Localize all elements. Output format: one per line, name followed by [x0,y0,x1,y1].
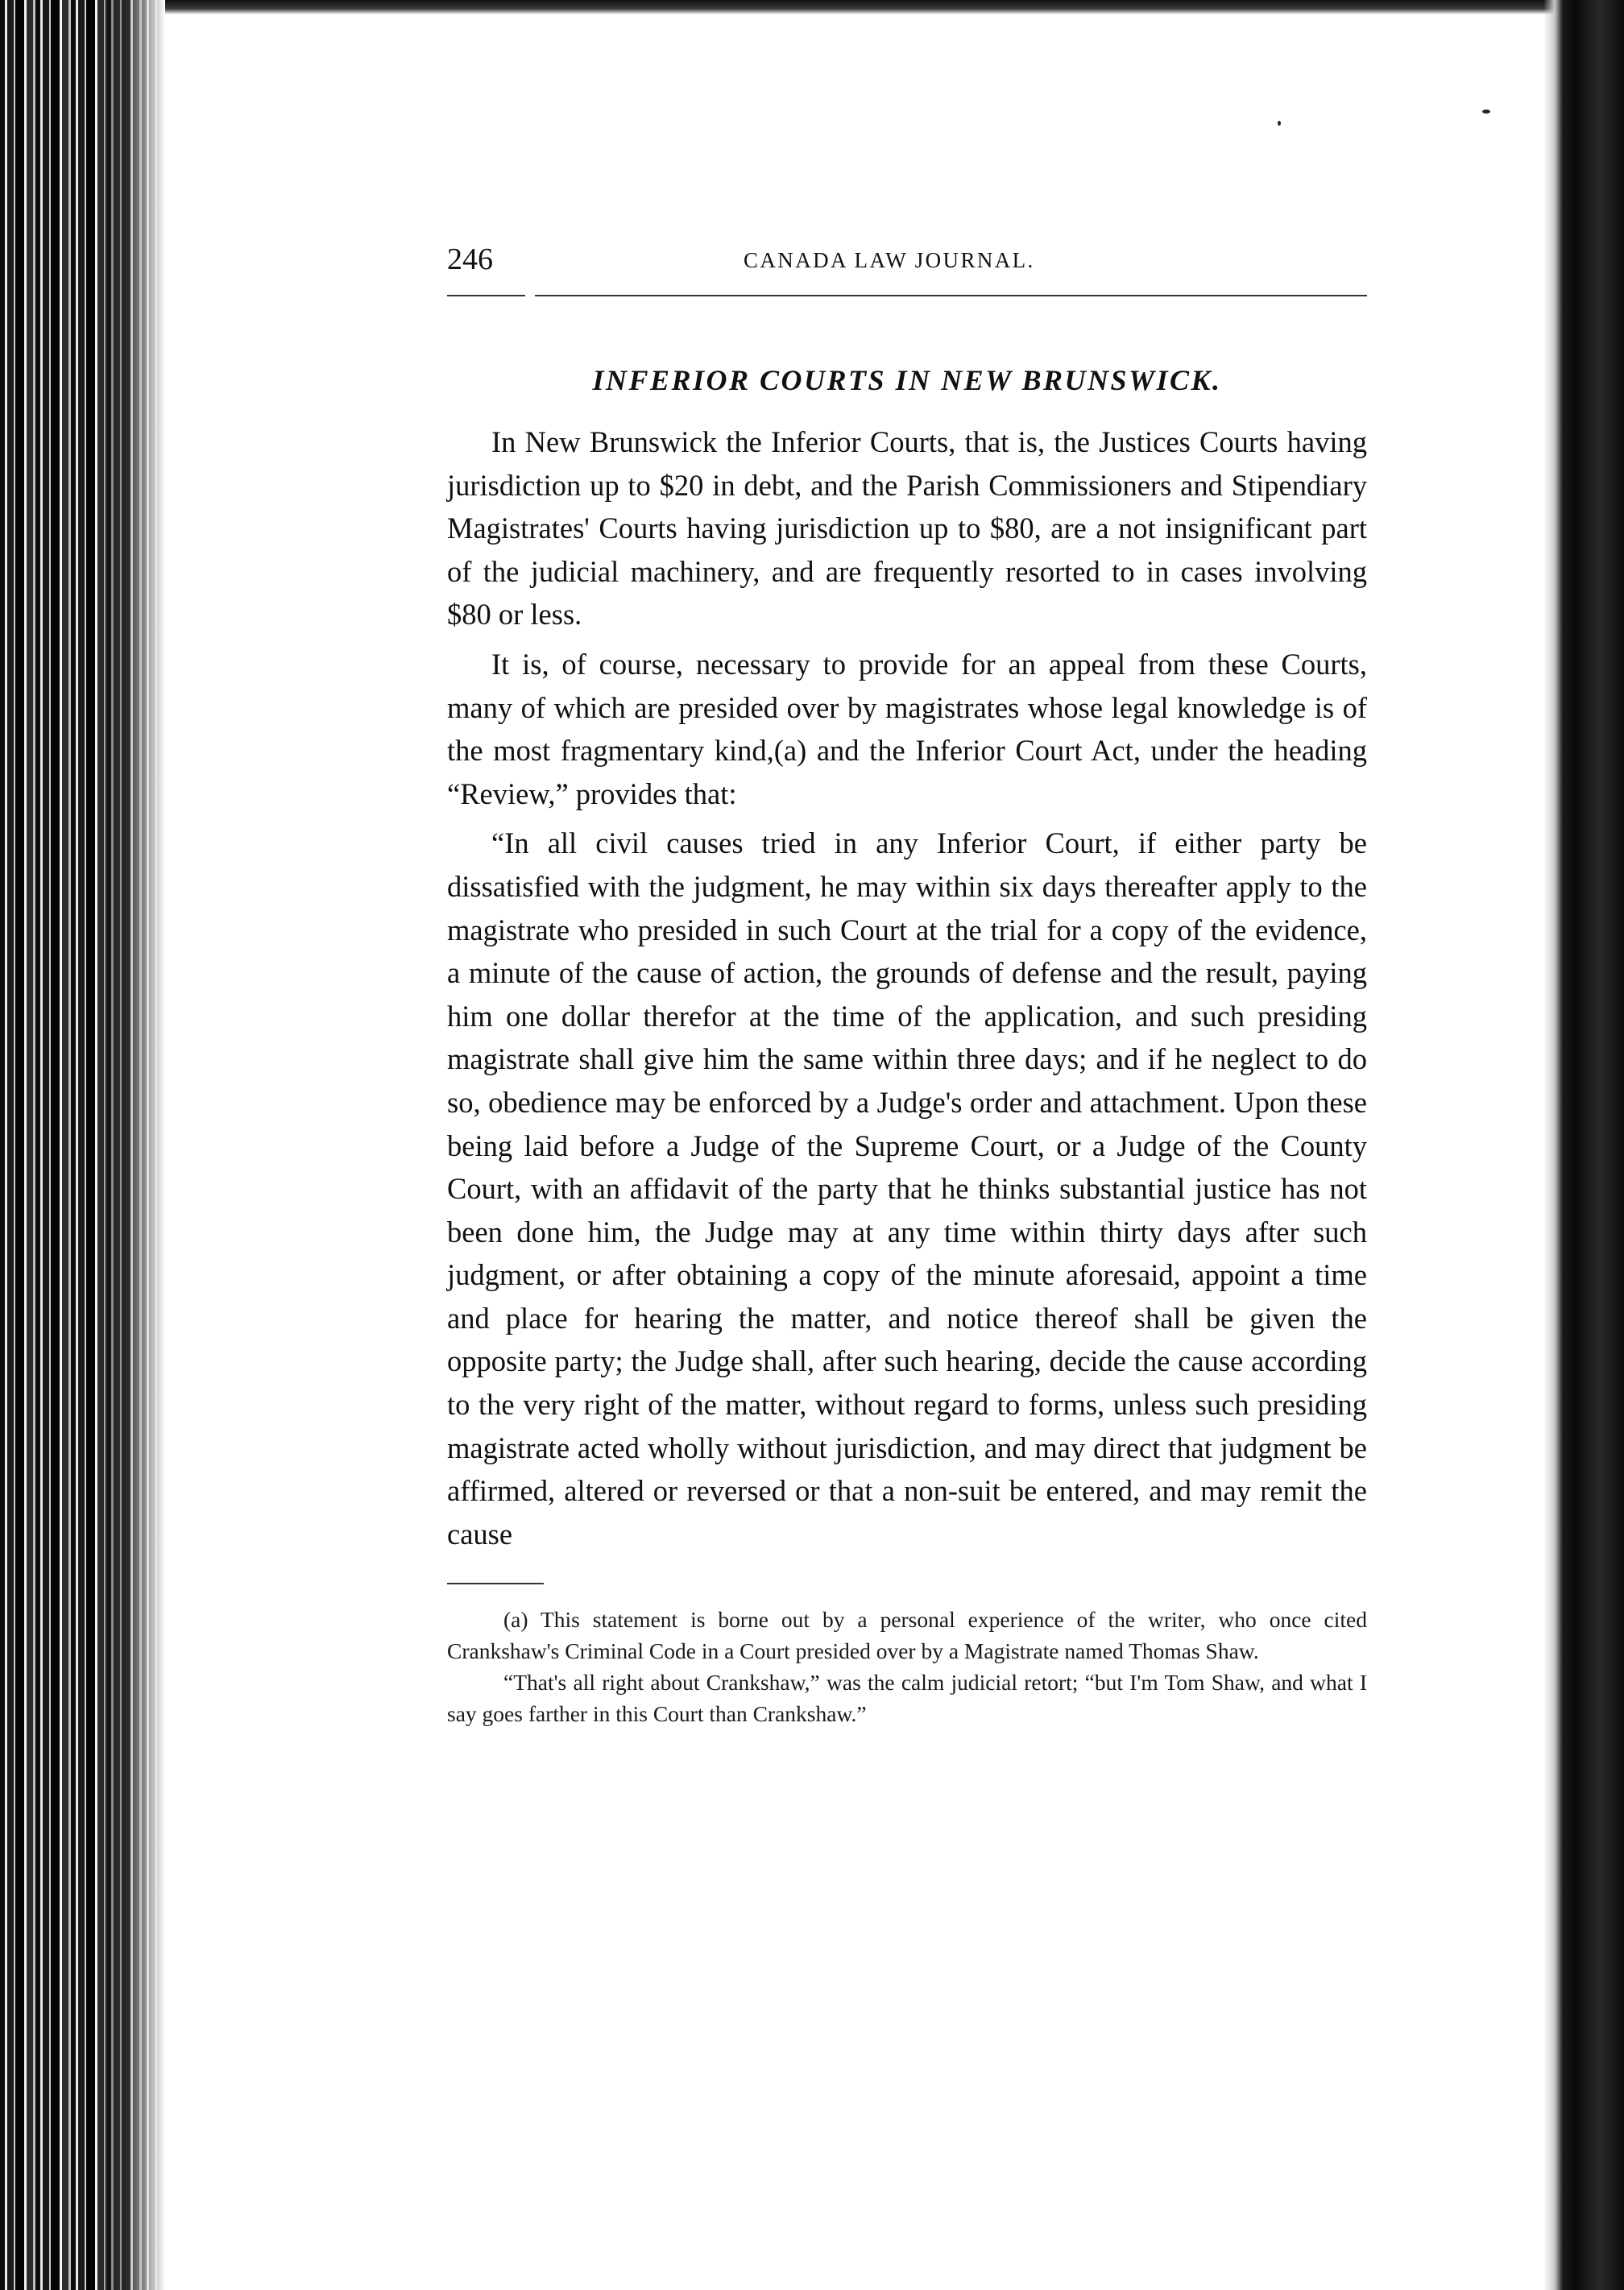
footnotes [447,1604,1367,1729]
journal-title: CANADA LAW JOURNAL. [744,248,1035,272]
document-page [447,242,1367,1729]
scan-speck [1482,110,1490,114]
book-binding-edge [0,0,165,2290]
running-head [447,242,1367,290]
body-paragraph: In New Brunswick the Inferior Courts, that is, the Justices Courts having jurisdiction up to $20 in debt, and the Parish Commissioners and Stipendiary Magistrates' Courts having jurisdiction up to $80, are a not insignificant part of the judicial machinery, and are frequently resorted to in cases involving $80 or less. [447,425,1367,632]
article-title: INFERIOR COURTS IN NEW BRUNSWICK. [592,364,1222,396]
header-rule [447,295,525,296]
scan-right-edge [1543,0,1624,2290]
footnote-continuation: “That's all right about Crankshaw,” was the calm judicial retort; “but I'm Tom Shaw, and what I say goes farther in this Court than Crankshaw.” [447,1670,1367,1727]
article-body [447,420,1367,1555]
scan-top-edge [0,0,1624,14]
header-rule [535,295,1367,296]
body-paragraph: It is, of course, necessary to provide for an appeal from these Courts, many of which are presided over by magistrates whose legal knowledge is of the most fragmentary kind,(a) and the Inferior Court Act, under the heading “Review,” provides that: [447,647,1367,810]
scan-speck [1278,121,1281,126]
statute-quotation: “In all civil causes tried in any Inferior Court, if either party be dissatisfied with the judgment, he may within six days thereafter apply to the magistrate who presided in such Court at the trial for a copy of the evidence, a minute of the cause of action, the grounds of defense and the result, paying him one dollar therefor at the time of the application, and such presiding magistrate shall give him the same within three days; and if he neglect to do so, obedience may be enforced by a Judge's order and attachment. Upon these being laid before a Judge of the Supreme Court, or a Judge of the County Court, with an affidavit of the party that he thinks substantial justice has not been done him, the Judge may at any time within thirty days after such judgment, or after obtaining a copy of the minute aforesaid, appoint a time and place for hearing the matter, and notice thereof shall be given the opposite party; the Judge shall, after such hearing, decide the cause according to the very right of the matter, without regard to forms, unless such presiding magistrate acted wholly without jurisdiction, and may direct that judgment be affirmed, altered or reversed or that a non-suit be entered, and may remit the cause [447,826,1367,1551]
page-number: 246 [447,242,493,276]
footnote: (a) This statement is borne out by a personal experience of the writer, who once cited Crankshaw's Criminal Code in a Court presided over by a Magistrate named Thomas Shaw. [447,1607,1367,1664]
footnote-rule [447,1583,544,1584]
